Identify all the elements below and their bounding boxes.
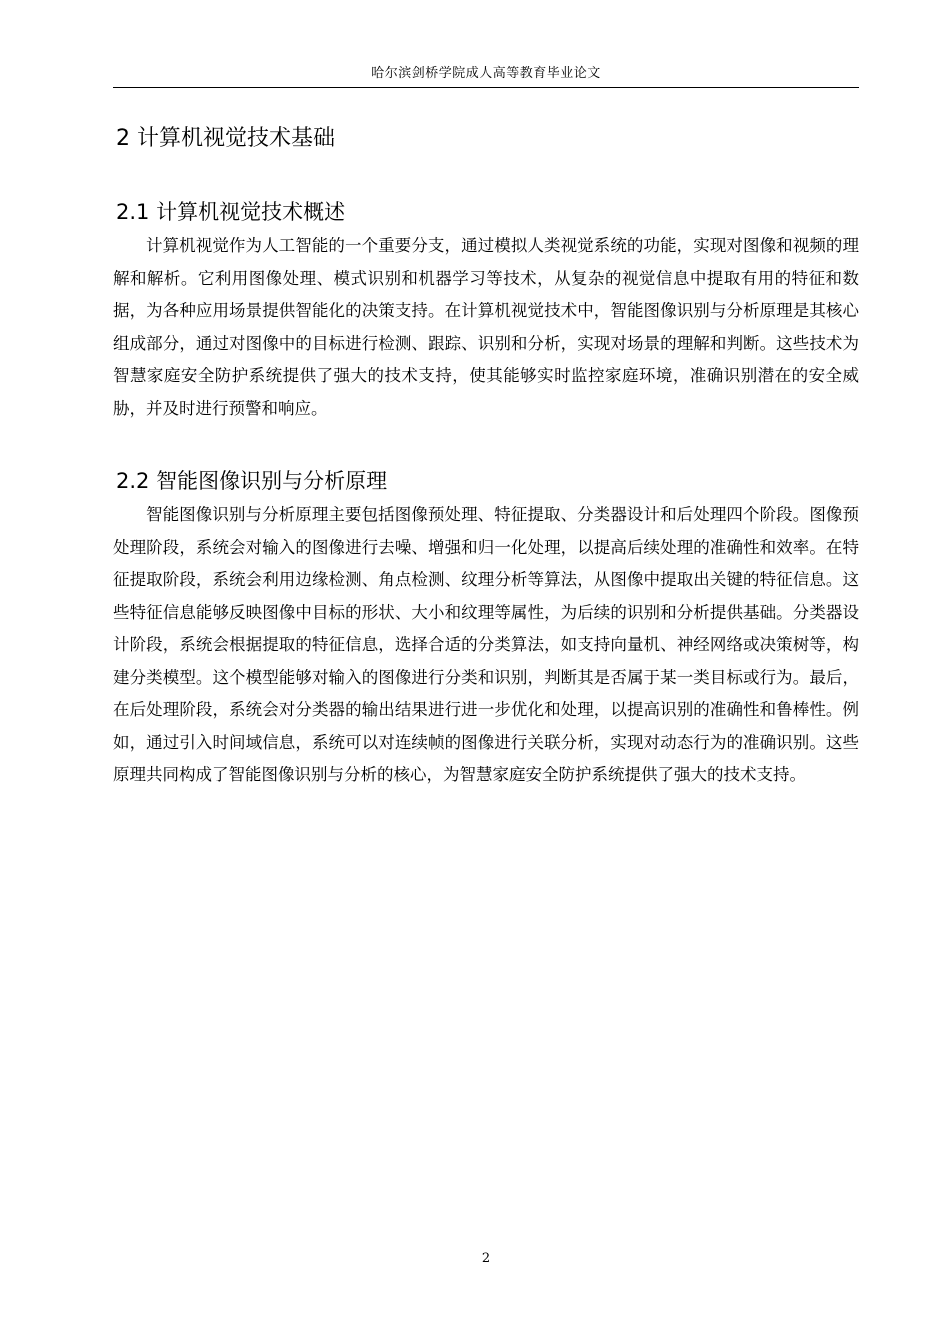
section-2-1-paragraph: 计算机视觉作为人工智能的一个重要分支，通过模拟人类视觉系统的功能，实现对图像和视频的理解和解析。它利用图像处理、模式识别和机器学习等技术，从复杂的视觉信息中提取有用的特征和数据，为各种应用场景提供智能化的决策支持。在计算机视觉技术中，智能图像识别与分析原理是其核心组成部分，通过对图像中的目标进行检测、跟踪、识别和分析，实现对场景的理解和判断。这些技术为智慧家庭安全防护系统提供了强大的技术支持，使其能够实时监控家庭环境，准确识别潜在的安全威胁，并及时进行预警和响应。 [113,236,859,418]
page-number: 2 [481,1251,491,1266]
section-title-2-1: 2.1 计算机视觉技术概述 [116,200,346,224]
running-header: 哈尔滨剑桥学院成人高等教育毕业论文 [371,66,601,81]
chapter-title: 2 计算机视觉技术基础 [116,126,335,151]
section-title-2-2: 2.2 智能图像识别与分析原理 [116,469,388,493]
header-divider [113,87,859,88]
section-2-2-paragraph: 智能图像识别与分析原理主要包括图像预处理、特征提取、分类器设计和后处理四个阶段。图像预处理阶段，系统会对输入的图像进行去噪、增强和归一化处理，以提高后续处理的准确性和效率。在特征提取阶段，系统会利用边缘检测、角点检测、纹理分析等算法，从图像中提取出关键的特征信息。这些特征信息能够反映图像中目标的形状、大小和纹理等属性，为后续的识别和分析提供基础。分类器设计阶段，系统会根据提取的特征信息，选择合适的分类算法，如支持向量机、神经网络或决策树等，构建分类模型。这个模型能够对输入的图像进行分类和识别，判断其是否属于某一类目标或行为。最后，在后处理阶段，系统会对分类器的输出结果进行进一步优化和处理，以提高识别的准确性和鲁棒性。例如，通过引入时间域信息，系统可以对连续帧的图像进行关联分析，实现对动态行为的准确识别。这些原理共同构成了智能图像识别与分析的核心，为智慧家庭安全防护系统提供了强大的技术支持。 [113,505,859,784]
